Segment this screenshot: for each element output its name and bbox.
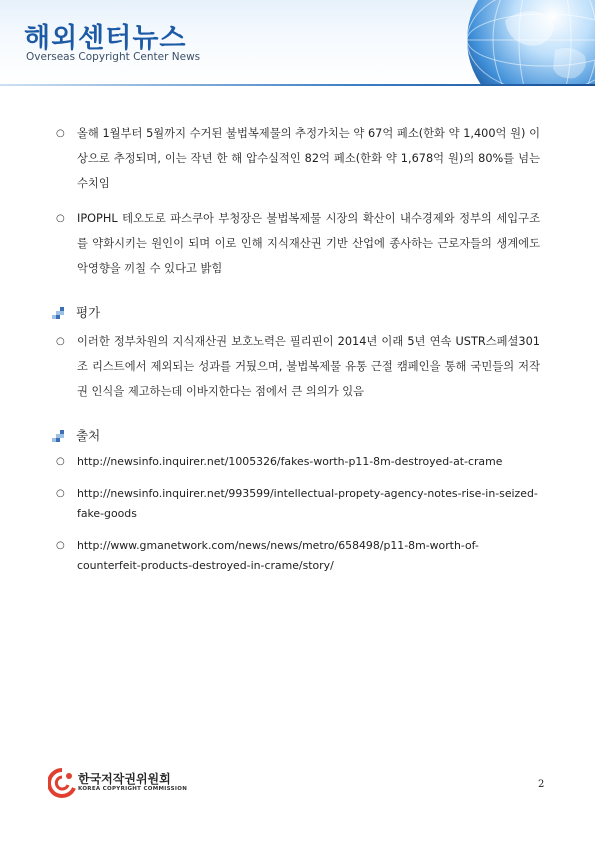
section-title: 출처 <box>76 428 101 443</box>
evaluation-bullet-list <box>56 329 540 404</box>
commission-logo-icon <box>48 768 76 800</box>
source-link[interactable]: http://newsinfo.inquirer.net/993599/intellectual-propety-agency-notes-rise-in-seized-fake-goods <box>77 487 538 520</box>
source-link[interactable]: http://www.gmanetwork.com/news/news/metro/658498/p11-8m-worth-of-counterfeit-products-destroyed-in-crame/story/ <box>77 539 479 572</box>
circle-bullet-icon: ○ <box>56 456 65 467</box>
evaluation-heading <box>56 301 540 325</box>
newsletter-subtitle: Overseas Copyright Center News <box>26 51 201 63</box>
header-divider <box>0 84 595 86</box>
circle-bullet-icon: ○ <box>56 128 65 139</box>
list-item <box>56 329 540 404</box>
list-item <box>56 452 540 472</box>
circle-bullet-icon: ○ <box>56 213 65 224</box>
square-bullet-icon <box>52 430 68 442</box>
list-item <box>56 536 540 576</box>
organization-name-english: KOREA COPYRIGHT COMMISSION <box>78 786 188 792</box>
list-item <box>56 206 540 281</box>
bullet-text: IPOPHL 테오도로 파스쿠아 부청장은 불법복제물 시장의 확산이 내수경제와 정부의 세입구조를 약화시키는 원인이 되며 이로 인해 지식재산권 기반 산업에 종사하는 근로자들의 생계에도 악영향을 끼칠 수 있다고 밝힘 <box>77 212 540 275</box>
source-link[interactable]: http://newsinfo.inquirer.net/1005326/fakes-worth-p11-8m-destroyed-at-crame <box>77 455 503 468</box>
commission-logo <box>48 768 208 800</box>
newsletter-title: 해외센터뉴스 <box>24 23 187 54</box>
globe-icon <box>395 0 595 86</box>
bullet-text: 올해 1월부터 5월까지 수거된 불법복제물의 추정가치는 약 67억 페소(한화 약 1,400억 원) 이상으로 추정되며, 이는 작년 한 해 압수실적인 82억 페소(한화 약 1,678억 원)의 80%를 넘는 수치임 <box>77 127 540 190</box>
circle-bullet-icon: ○ <box>56 336 65 347</box>
bullet-text: 이러한 정부차원의 지식재산권 보호노력은 필리핀이 2014년 이래 5년 연속 USTR스페셜301조 리스트에서 제외되는 성과를 거뒀으며, 불법복제물 유통 근절 캠페인을 통해 국민들의 저작권 인식을 제고하는데 이바지한다는 점에서 큰 의의가 있음 <box>77 335 540 398</box>
intro-bullet-list <box>56 121 540 281</box>
list-item <box>56 121 540 196</box>
sources-heading <box>56 424 540 448</box>
list-item <box>56 484 540 524</box>
page-header <box>0 0 595 86</box>
section-title: 평가 <box>76 305 101 320</box>
page-number: 2 <box>538 779 545 790</box>
article-body <box>56 121 540 588</box>
square-bullet-icon <box>52 307 68 319</box>
organization-name: 한국저작권위원회 <box>78 772 171 786</box>
circle-bullet-icon: ○ <box>56 488 65 499</box>
circle-bullet-icon: ○ <box>56 540 65 551</box>
sources-list <box>56 452 540 576</box>
